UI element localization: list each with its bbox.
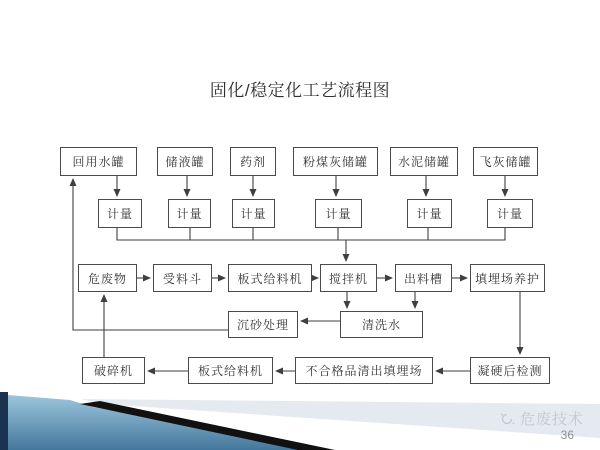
flow-node-reuse-water-tank: 回用水罐 xyxy=(60,147,137,176)
swirl-logo-icon xyxy=(498,411,516,427)
flow-node-metering-1: 计量 xyxy=(98,199,142,228)
flow-node-metering-3: 计量 xyxy=(232,199,275,228)
flow-node-metering-2: 计量 xyxy=(168,199,211,228)
flow-node-liquid-storage-tank: 储液罐 xyxy=(157,147,213,176)
slide-title: 固化/稳定化工艺流程图 xyxy=(209,81,391,100)
flow-edge-metering-bus xyxy=(117,228,505,240)
flow-node-metering-5: 计量 xyxy=(407,199,452,228)
watermark-text: 危废技术 xyxy=(519,411,584,428)
flow-node-receiving-hopper: 受料斗 xyxy=(153,264,212,292)
flow-node-mixer: 搅拌机 xyxy=(320,264,377,292)
flow-node-landfill-curing: 填埋场养护 xyxy=(470,264,545,292)
flow-node-crusher: 破碎机 xyxy=(82,357,145,384)
flow-node-grit-settling: 沉砂处理 xyxy=(228,311,298,338)
watermark xyxy=(498,408,584,429)
navy-edge-strip xyxy=(0,392,8,450)
flow-node-metering-4: 计量 xyxy=(315,199,362,228)
flow-node-cement-silo: 水泥储罐 xyxy=(390,147,458,176)
flow-node-hardening-inspection: 凝硬后检测 xyxy=(470,357,550,384)
flow-node-apron-feeder-1: 板式给料机 xyxy=(228,264,312,292)
flow-node-apron-feeder-2: 板式给料机 xyxy=(188,357,273,384)
flow-node-fly-ash-powder-silo: 粉煤灰储罐 xyxy=(293,147,378,176)
flow-node-chemical-agent: 药剂 xyxy=(230,147,276,176)
flow-node-metering-6: 计量 xyxy=(487,199,533,228)
flow-node-washing-water: 清洗水 xyxy=(340,311,423,338)
page-number: 36 xyxy=(560,428,574,442)
flow-node-reject-removal: 不合格品清出填埋场 xyxy=(295,357,433,384)
flow-node-discharge-trough: 出料槽 xyxy=(395,264,452,292)
flow-node-fly-ash-silo: 飞灰储罐 xyxy=(473,147,538,176)
flow-node-hazardous-waste: 危废物 xyxy=(78,264,137,292)
